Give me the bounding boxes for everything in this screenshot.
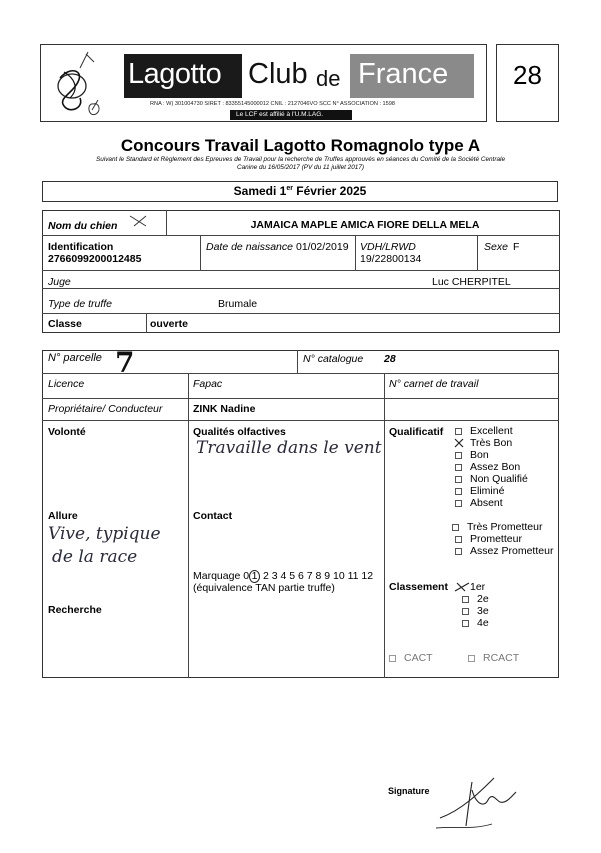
qualificatif-option[interactable]: Excellent: [455, 425, 513, 437]
prometteur-option[interactable]: Prometteur: [455, 533, 522, 545]
allure-hand-line1: Vive, typique: [48, 524, 161, 544]
parcelle-value: 7: [115, 346, 135, 379]
cact-option[interactable]: CACT: [389, 652, 433, 664]
naissance-value: 01/02/2019: [296, 241, 349, 253]
proprietaire-label: Propriétaire/ Conducteur: [48, 403, 163, 415]
classement-option[interactable]: 2e: [462, 593, 489, 605]
identification-value: 2766099200012485: [48, 253, 142, 265]
nom-chien-label: Nom du chien: [48, 220, 118, 232]
cross-mark-icon: [128, 214, 150, 228]
event-date: Samedi 1er Février 2025: [233, 184, 367, 198]
qualificatif-option[interactable]: Bon: [455, 449, 489, 461]
qualificatif-label: Qualificatif: [389, 426, 444, 438]
fapac-label: Fapac: [193, 378, 223, 390]
juge-label: Juge: [48, 276, 71, 288]
vdh-value: 19/22800134: [360, 253, 422, 265]
qualites-hand: Travaille dans le vent: [196, 438, 382, 458]
licence-label: Licence: [48, 378, 85, 390]
qualificatif-option[interactable]: Eliminé: [455, 485, 504, 497]
marquage-line2: (équivalence TAN partie truffe): [193, 582, 335, 594]
classe-value: ouverte: [150, 318, 188, 330]
classement-option[interactable]: 3e: [462, 605, 489, 617]
handwritten-scribble-mark: [50, 48, 110, 120]
registry-line: RNA : W) 301004730 SIRET : 83355145000012 CNIL : 2127046VO SCC N° ASSOCIATION : 1598: [150, 101, 395, 107]
recherche-label: Recherche: [48, 604, 102, 616]
juge-value: Luc CHERPITEL: [432, 276, 511, 288]
club-logo: Lagotto Club de France: [124, 54, 474, 98]
contact-label: Contact: [193, 510, 233, 522]
signature-label: Signature: [388, 786, 430, 796]
qualificatif-option[interactable]: Assez Bon: [455, 461, 520, 473]
classe-label: Classe: [48, 318, 82, 330]
signature-drawing: [432, 770, 524, 832]
naissance-label: Date de naissance: [206, 241, 293, 253]
vdh-label: VDH/LRWD: [360, 241, 416, 253]
sexe-label: Sexe: [484, 241, 508, 253]
affiliation-text: Le LCF est affilié à l'U.M.LAG.: [236, 111, 324, 118]
allure-label: Allure: [48, 510, 78, 522]
volonte-label: Volonté: [48, 426, 86, 438]
catalogue-label: N° catalogue: [303, 353, 364, 365]
classement-label: Classement: [389, 581, 448, 593]
truffe-label: Type de truffe: [48, 298, 113, 310]
rcact-option[interactable]: RCACT: [468, 652, 519, 664]
catalogue-value: 28: [384, 353, 396, 365]
parcelle-label: N° parcelle: [48, 352, 102, 364]
page-number: 28: [513, 60, 542, 90]
classement-option-checked[interactable]: 1er: [457, 581, 485, 593]
proprietaire-value: ZINK Nadine: [193, 403, 256, 415]
prometteur-option[interactable]: Assez Prometteur: [455, 545, 553, 557]
nom-chien-value: JAMAICA MAPLE AMICA FIORE DELLA MELA: [250, 219, 480, 231]
carnet-label: N° carnet de travail: [389, 378, 479, 390]
page-title: Concours Travail Lagotto Romagnolo type A: [120, 136, 481, 155]
sexe-value: F: [513, 241, 520, 253]
prometteur-option[interactable]: Très Prometteur: [452, 521, 542, 533]
identification-label: Identification: [48, 241, 114, 253]
marquage-circled: 1: [249, 570, 260, 583]
qualificatif-option[interactable]: Non Qualifié: [455, 473, 528, 485]
qualificatif-option[interactable]: Absent: [455, 497, 503, 509]
classement-option[interactable]: 4e: [462, 617, 489, 629]
marquage-line1: Marquage 0 1 2 3 4 5 6 7 8 9 10 11 12: [193, 570, 374, 582]
subtitle-line1: Suivant le Standard et Règlement des Epreuves de Travail pour la recherche de Truffes approuvés en séances du Comité de la Société Centrale: [96, 156, 505, 163]
subtitle-line2: Canine du 16/05/2017 (PV du 11 juillet 2017): [236, 164, 365, 171]
qualificatif-option-checked[interactable]: Très Bon: [455, 437, 512, 449]
allure-hand-line2: de la race: [52, 547, 138, 567]
qualites-label: Qualités olfactives: [193, 426, 286, 438]
truffe-value: Brumale: [218, 298, 258, 310]
